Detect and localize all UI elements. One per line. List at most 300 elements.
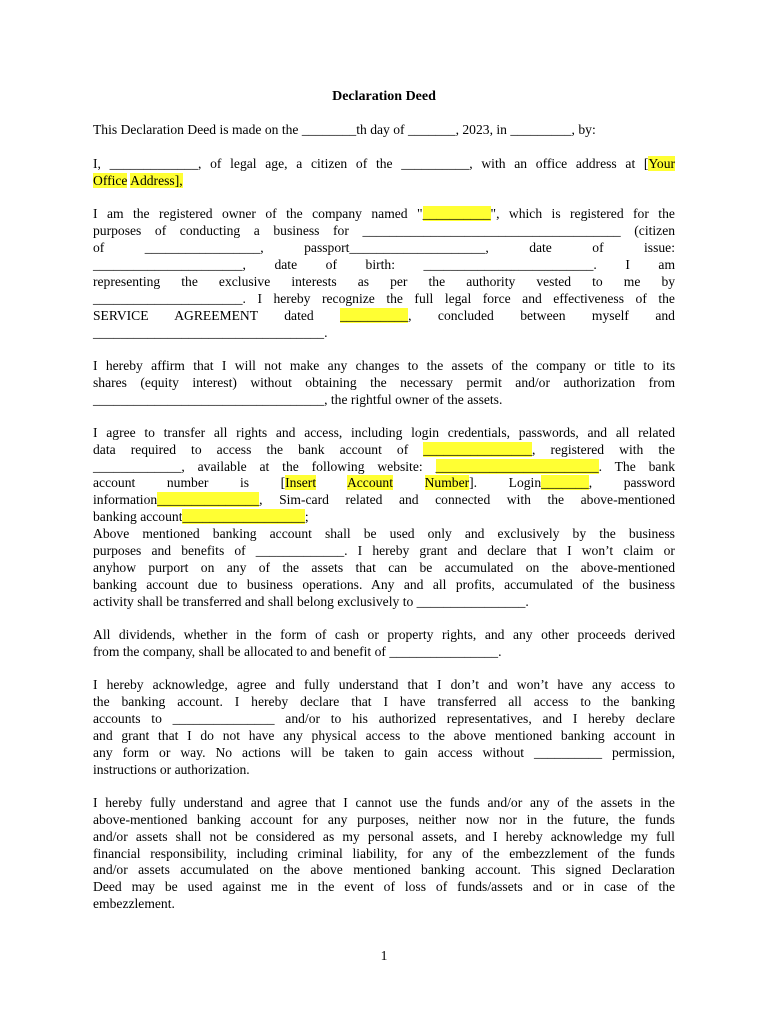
text-run: transferred bbox=[437, 694, 497, 709]
text-run: of bbox=[637, 879, 649, 894]
text-run: of bbox=[383, 879, 395, 894]
text-run: necessary bbox=[400, 375, 453, 390]
text-run: am bbox=[106, 206, 124, 221]
text-run: Any bbox=[371, 577, 395, 592]
highlighted-fill-field: Number bbox=[424, 475, 470, 490]
text-run: the bbox=[132, 206, 150, 221]
text-run: responsibility, bbox=[150, 846, 227, 861]
text-run: the bbox=[426, 358, 444, 373]
text-run: of bbox=[355, 156, 368, 171]
text-run: the bbox=[282, 560, 300, 575]
text-run: access bbox=[216, 442, 252, 457]
text-run: its bbox=[662, 358, 676, 373]
text-run: by bbox=[661, 274, 676, 289]
text-run: company, bbox=[142, 644, 196, 659]
text-run: registered bbox=[158, 206, 213, 221]
text-run: of bbox=[582, 577, 594, 592]
highlighted-fill-field: __________ bbox=[340, 308, 409, 323]
text-run: from bbox=[93, 644, 120, 659]
text-run: with bbox=[481, 156, 506, 171]
text-run: financial bbox=[93, 846, 141, 861]
text-run: above bbox=[310, 862, 343, 877]
text-run: with bbox=[506, 492, 531, 507]
line-owner-1 bbox=[93, 205, 675, 222]
text-run: registered bbox=[550, 442, 605, 457]
line-affirm-1 bbox=[93, 357, 675, 374]
text-run: and bbox=[398, 492, 419, 507]
line-owner-7 bbox=[93, 307, 675, 324]
line-transfer-1 bbox=[93, 424, 675, 441]
text-run: be bbox=[234, 829, 248, 844]
highlighted-fill-field: Office bbox=[93, 173, 128, 188]
text-run: I bbox=[357, 543, 363, 558]
text-run: I, bbox=[93, 156, 101, 171]
text-run: day bbox=[370, 122, 390, 137]
text-run: acknowledge, bbox=[152, 677, 228, 692]
text-run: of bbox=[265, 206, 277, 221]
text-run: company bbox=[536, 358, 586, 373]
text-run: funds bbox=[644, 846, 675, 861]
text-run: and bbox=[464, 526, 485, 541]
text-run: will bbox=[234, 358, 256, 373]
text-run: authority bbox=[466, 274, 516, 289]
text-run: by bbox=[572, 526, 587, 541]
text-run: conducting bbox=[179, 223, 241, 238]
text-run: company bbox=[312, 206, 362, 221]
highlighted-fill-field: _______ bbox=[541, 475, 589, 490]
text-run: assets bbox=[311, 560, 344, 575]
text-run: interests bbox=[291, 274, 337, 289]
text-run: following bbox=[311, 459, 365, 474]
text-run: related bbox=[345, 492, 383, 507]
text-run: purposes bbox=[93, 543, 142, 558]
text-run: acknowledge bbox=[550, 829, 623, 844]
text-run: _________________, bbox=[144, 240, 264, 255]
text-run: I bbox=[572, 711, 578, 726]
text-run: and bbox=[532, 879, 553, 894]
text-run: form bbox=[122, 745, 150, 760]
text-run: SERVICE bbox=[93, 308, 149, 323]
text-run: connected bbox=[435, 492, 491, 507]
text-run: bank bbox=[298, 442, 325, 457]
text-run: the bbox=[386, 291, 403, 306]
text-run: [ bbox=[643, 156, 649, 171]
text-run: password bbox=[623, 475, 676, 490]
text-run: that bbox=[158, 728, 179, 743]
text-run: of bbox=[258, 560, 271, 575]
line-funds-1 bbox=[93, 794, 675, 811]
text-run: can bbox=[388, 560, 408, 575]
text-run: concluded bbox=[437, 308, 494, 323]
text-run: representatives, bbox=[446, 711, 532, 726]
line-funds-7 bbox=[93, 895, 675, 912]
text-run: I bbox=[436, 677, 442, 692]
text-run: __________ bbox=[534, 745, 602, 760]
text-run: affirm bbox=[151, 358, 185, 373]
text-run: a bbox=[253, 223, 260, 238]
text-run: any bbox=[93, 745, 113, 760]
line-transfer-7 bbox=[93, 525, 675, 542]
text-run: of bbox=[635, 291, 647, 306]
text-run: to bbox=[580, 694, 591, 709]
text-run: required bbox=[130, 442, 176, 457]
text-run: may bbox=[131, 879, 155, 894]
text-run: for bbox=[333, 223, 349, 238]
text-run: account bbox=[140, 509, 183, 524]
text-run: legal bbox=[444, 291, 472, 306]
text-run: accumulated bbox=[444, 560, 514, 575]
text-run: account bbox=[339, 442, 382, 457]
text-run: the bbox=[282, 459, 299, 474]
text-run: the bbox=[281, 122, 299, 137]
text-run: am bbox=[658, 257, 676, 272]
line-owner-4 bbox=[93, 256, 675, 273]
text-run: force bbox=[482, 291, 511, 306]
text-run: assets bbox=[600, 795, 633, 810]
line-owner-6 bbox=[93, 290, 675, 307]
text-run: cash bbox=[334, 627, 360, 642]
text-run: or bbox=[663, 543, 675, 558]
line-transfer-2 bbox=[93, 441, 675, 458]
text-run: business bbox=[246, 577, 293, 592]
text-run: data bbox=[93, 442, 116, 457]
text-run: declare bbox=[300, 694, 340, 709]
text-run: _________________________. bbox=[423, 257, 597, 272]
text-run: and bbox=[587, 425, 608, 440]
text-run: grant bbox=[419, 543, 448, 558]
text-run: permit bbox=[466, 375, 502, 390]
text-run: or bbox=[594, 358, 606, 373]
text-run: rights, bbox=[441, 627, 477, 642]
line-affirm-2 bbox=[93, 374, 675, 391]
text-run: agree bbox=[106, 425, 136, 440]
text-run: of bbox=[374, 644, 386, 659]
text-run: of bbox=[315, 627, 327, 642]
text-run: purposes, bbox=[357, 812, 409, 827]
text-run: date bbox=[274, 257, 298, 272]
text-run: and bbox=[484, 627, 505, 642]
line-access-1 bbox=[93, 676, 675, 693]
line-funds-2 bbox=[93, 811, 675, 828]
line-funds-4 bbox=[93, 845, 675, 862]
text-run: is bbox=[239, 475, 250, 490]
text-run: anyhow bbox=[93, 560, 137, 575]
text-run: office bbox=[535, 156, 568, 171]
text-run: shall bbox=[175, 829, 202, 844]
text-run: [ bbox=[280, 475, 286, 490]
document-title: Declaration Deed bbox=[332, 89, 436, 104]
text-run: of bbox=[210, 156, 222, 171]
text-run: Deed bbox=[93, 879, 122, 894]
text-run: allocated bbox=[243, 644, 294, 659]
text-run: including bbox=[236, 846, 288, 861]
text-run: the bbox=[93, 694, 110, 709]
text-run: of bbox=[597, 846, 609, 861]
text-run: access bbox=[620, 677, 656, 692]
text-run: embezzlement bbox=[509, 846, 588, 861]
highlighted-fill-field: ________________________ bbox=[435, 459, 599, 474]
text-run: other bbox=[541, 627, 570, 642]
text-run: the bbox=[425, 795, 442, 810]
text-run: all bbox=[213, 425, 228, 440]
text-run: the bbox=[551, 560, 569, 575]
line-transfer-10 bbox=[93, 576, 675, 593]
text-run: and bbox=[244, 594, 265, 609]
text-run: and/or bbox=[487, 795, 523, 810]
text-run: ______________________, bbox=[93, 257, 246, 272]
text-run: liability, bbox=[352, 846, 398, 861]
highlighted-fill-field: Your bbox=[648, 156, 676, 171]
text-run: hereby bbox=[505, 829, 543, 844]
text-run: all bbox=[615, 425, 630, 440]
text-run: I bbox=[567, 543, 572, 558]
text-run: myself bbox=[591, 308, 629, 323]
text-run: on bbox=[525, 560, 540, 575]
highlighted-fill-field: Account bbox=[346, 475, 393, 490]
line-owner-3 bbox=[93, 239, 675, 256]
text-run: do bbox=[200, 728, 214, 743]
line-transfer-4 bbox=[93, 474, 675, 491]
text-run: and/or bbox=[515, 375, 551, 390]
text-run: property bbox=[387, 627, 434, 642]
text-run: neither bbox=[418, 812, 457, 827]
highlighted-fill-field: Address], bbox=[130, 173, 183, 188]
text-run: All bbox=[93, 627, 111, 642]
text-run: obtaining bbox=[305, 375, 357, 390]
line-intro bbox=[93, 121, 675, 138]
text-run: any bbox=[283, 728, 303, 743]
text-run: the bbox=[317, 879, 335, 894]
text-run: in bbox=[496, 122, 507, 137]
text-run: above-mentioned bbox=[580, 560, 676, 575]
text-run: from bbox=[648, 375, 676, 390]
text-run: of bbox=[93, 240, 105, 255]
text-run: or bbox=[159, 762, 172, 777]
text-run: of bbox=[461, 846, 474, 861]
line-access-2 bbox=[93, 693, 675, 710]
text-run: the bbox=[658, 291, 675, 306]
text-run: passport____________________, bbox=[304, 240, 489, 255]
text-run: the bbox=[330, 392, 348, 407]
text-run: age, bbox=[265, 156, 288, 171]
text-run: agree bbox=[278, 795, 308, 810]
text-run: _____________, bbox=[93, 459, 185, 474]
text-run: above-mentioned bbox=[580, 492, 675, 507]
text-run: and bbox=[275, 425, 296, 440]
text-run: hereby bbox=[105, 795, 143, 810]
highlighted-fill-field: ________________ bbox=[423, 442, 533, 457]
text-run: address bbox=[575, 156, 617, 171]
text-run: exclusively bbox=[337, 594, 400, 609]
text-run: (citizen bbox=[634, 223, 676, 238]
text-run: way. bbox=[180, 745, 206, 760]
highlighted-fill-field: _______________ bbox=[157, 492, 260, 507]
text-run: whether bbox=[183, 627, 228, 642]
text-run: I bbox=[93, 358, 98, 373]
text-run: not bbox=[209, 829, 227, 844]
text-run: transfer bbox=[163, 425, 206, 440]
text-run: declare bbox=[487, 543, 527, 558]
text-run: be bbox=[321, 745, 335, 760]
text-run: shall bbox=[137, 594, 163, 609]
text-run: in bbox=[664, 728, 676, 743]
text-run: the bbox=[599, 526, 616, 541]
text-run: owner bbox=[395, 392, 430, 407]
text-run: will bbox=[290, 745, 312, 760]
text-run: effectiveness bbox=[553, 291, 625, 306]
text-run: account bbox=[93, 475, 136, 490]
text-run: registered bbox=[570, 206, 624, 221]
text-run: access bbox=[437, 745, 473, 760]
text-run: to bbox=[664, 677, 676, 692]
text-run: don’t bbox=[450, 677, 480, 692]
text-run: This bbox=[93, 122, 118, 137]
text-run: not bbox=[222, 728, 241, 743]
text-run: access, bbox=[304, 425, 343, 440]
text-run: and bbox=[403, 577, 424, 592]
text-run: by: bbox=[578, 122, 596, 137]
text-run: used bbox=[389, 526, 415, 541]
text-run: permission, bbox=[611, 745, 676, 760]
text-run: on bbox=[259, 862, 273, 877]
text-run: banking bbox=[421, 862, 465, 877]
text-run: be bbox=[227, 644, 241, 659]
text-run: banking bbox=[121, 694, 166, 709]
text-run: which bbox=[508, 206, 543, 221]
text-run: ; bbox=[304, 509, 309, 524]
text-run: account bbox=[613, 728, 656, 743]
text-run: _______, bbox=[407, 122, 459, 137]
text-run: birth: bbox=[365, 257, 395, 272]
text-run: dividends, bbox=[118, 627, 176, 642]
text-run: be bbox=[419, 560, 433, 575]
text-run: to bbox=[383, 745, 395, 760]
text-run: I bbox=[343, 795, 348, 810]
line-transfer-9 bbox=[93, 559, 675, 576]
text-run: accumulated bbox=[504, 577, 573, 592]
text-run: belong bbox=[296, 594, 334, 609]
text-run: number bbox=[166, 475, 209, 490]
text-run: or bbox=[367, 627, 379, 642]
text-run: hereby bbox=[588, 711, 626, 726]
text-run: ________th bbox=[301, 122, 367, 137]
text-run: accumulated bbox=[180, 862, 249, 877]
text-run: or bbox=[159, 745, 171, 760]
text-run: between bbox=[520, 308, 566, 323]
text-run: in bbox=[235, 627, 247, 642]
text-run: won’t bbox=[516, 677, 549, 692]
text-run: won’t bbox=[581, 543, 614, 558]
text-run: the bbox=[658, 206, 675, 221]
text-run: his bbox=[352, 711, 368, 726]
text-run: the bbox=[266, 442, 284, 457]
text-run: understand bbox=[338, 677, 399, 692]
text-run: and bbox=[250, 795, 271, 810]
text-run: any bbox=[226, 560, 247, 575]
text-run: hereby bbox=[106, 677, 144, 692]
text-run: date bbox=[529, 240, 552, 255]
text-run: assets. bbox=[467, 392, 503, 407]
text-run: to bbox=[226, 577, 238, 592]
text-run: banking bbox=[93, 509, 137, 524]
line-owner-8 bbox=[93, 324, 675, 341]
text-run: access bbox=[365, 728, 401, 743]
text-run: operations. bbox=[302, 577, 363, 592]
text-run: to bbox=[296, 644, 307, 659]
text-run: assets, bbox=[422, 829, 458, 844]
text-run: benefits bbox=[181, 543, 225, 558]
text-run: ______________________. bbox=[93, 291, 246, 306]
text-run: of bbox=[491, 358, 503, 373]
text-run: owner bbox=[221, 206, 256, 221]
text-run: the bbox=[181, 274, 198, 289]
text-run: grant bbox=[121, 728, 150, 743]
text-run: any bbox=[512, 627, 533, 642]
line-transfer-6 bbox=[93, 508, 675, 525]
text-run: (equity bbox=[140, 375, 179, 390]
text-run: that bbox=[315, 795, 336, 810]
text-run: rights bbox=[236, 425, 268, 440]
text-run: Declaration bbox=[120, 122, 184, 137]
line-funds-3 bbox=[93, 828, 675, 845]
text-run: , bbox=[408, 308, 412, 323]
text-run: the bbox=[576, 795, 593, 810]
text-run: be bbox=[164, 879, 178, 894]
text-run: of bbox=[592, 240, 604, 255]
text-run: " bbox=[417, 206, 423, 221]
text-run: shares bbox=[93, 375, 127, 390]
text-run: the bbox=[658, 442, 675, 457]
text-run: made bbox=[231, 122, 262, 137]
text-run: on bbox=[200, 560, 215, 575]
text-run: declare bbox=[635, 711, 676, 726]
text-run: fully bbox=[149, 795, 176, 810]
text-run: exclusive bbox=[218, 274, 271, 289]
text-run: ", bbox=[490, 206, 500, 221]
text-run: an bbox=[514, 156, 528, 171]
text-run: the bbox=[428, 728, 445, 743]
text-run: the bbox=[618, 846, 635, 861]
text-run: Login bbox=[508, 475, 542, 490]
text-run: is bbox=[551, 206, 561, 221]
text-run: rightful bbox=[350, 392, 392, 407]
text-run: the bbox=[511, 358, 528, 373]
text-run: of bbox=[393, 122, 405, 137]
text-run: in bbox=[297, 879, 308, 894]
line-dividends-1 bbox=[93, 626, 675, 643]
text-run: of bbox=[234, 543, 246, 558]
text-run: website: bbox=[377, 459, 423, 474]
line-access-6 bbox=[93, 761, 675, 778]
text-run: the bbox=[546, 812, 564, 827]
text-run: full bbox=[414, 291, 434, 306]
text-run: of bbox=[557, 795, 569, 810]
text-run: business bbox=[628, 577, 675, 592]
highlighted-fill-field: Insert bbox=[285, 475, 317, 490]
line-owner-5 bbox=[93, 273, 675, 290]
text-run: all bbox=[432, 577, 447, 592]
text-run: , bbox=[588, 475, 593, 490]
text-run: I bbox=[383, 694, 389, 709]
text-run: and bbox=[151, 543, 172, 558]
text-run: __________, bbox=[401, 156, 473, 171]
text-run: I bbox=[93, 677, 98, 692]
text-run: the bbox=[602, 577, 620, 592]
text-run: banking bbox=[560, 728, 605, 743]
text-run: only bbox=[427, 526, 452, 541]
text-run: any bbox=[327, 812, 348, 827]
text-run: account bbox=[146, 577, 189, 592]
